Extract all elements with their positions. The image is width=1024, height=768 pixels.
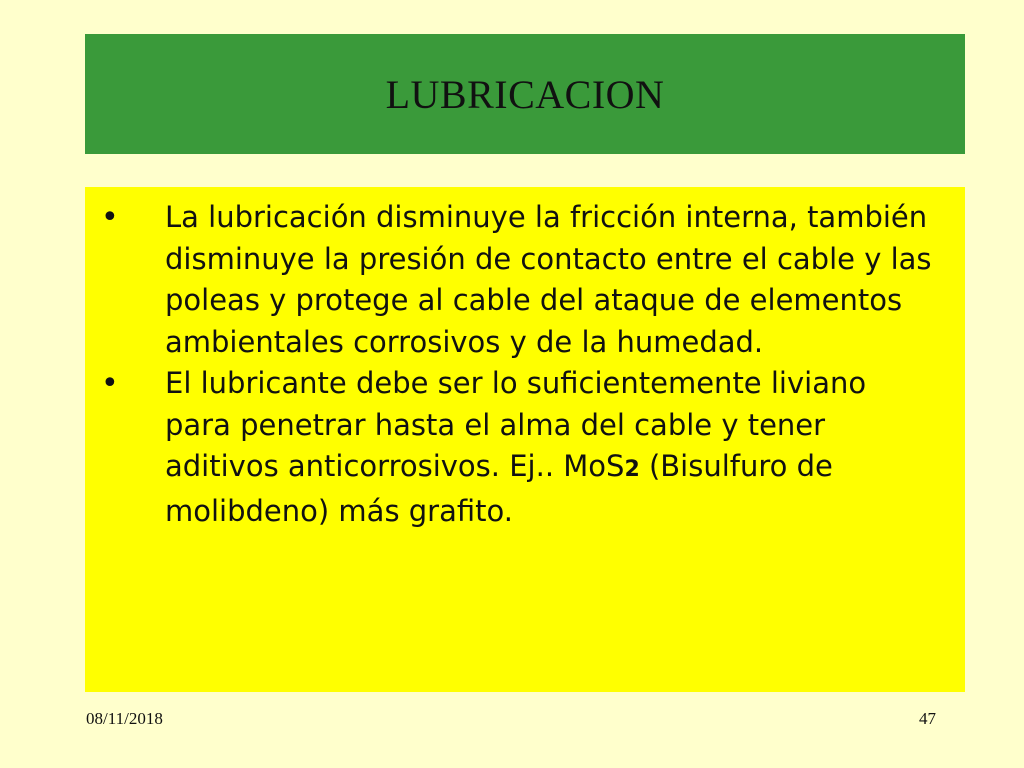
bullet-item bbox=[99, 363, 935, 532]
bullet-text bbox=[165, 363, 935, 532]
title-band bbox=[85, 34, 965, 154]
bullet-text: La lubricación disminuye la fricción interna, también disminuye la presión de contacto entre el cable y las poleas y protege al cable del ataque de elementos ambientales corrosivos y de la humedad. bbox=[165, 200, 932, 359]
footer-page-number: 47 bbox=[919, 709, 936, 728]
bullet-item bbox=[99, 197, 935, 363]
content-panel bbox=[85, 187, 965, 692]
footer-date: 08/11/2018 bbox=[86, 709, 163, 728]
slide-title: LUBRICACION bbox=[385, 71, 665, 117]
bullet-text-tail: (Bisulfuro de molibdeno) más grafito. bbox=[165, 449, 833, 528]
bullet-icon: • bbox=[101, 200, 119, 235]
bullet-icon: • bbox=[101, 366, 119, 401]
bullet-text-main: El lubricante debe ser lo suficientemente liviano para penetrar hasta el alma del cable y tener aditivos anticorrosivos. Ej.. MoS bbox=[165, 366, 867, 483]
bullet-text-subscript: 2 bbox=[624, 457, 640, 482]
